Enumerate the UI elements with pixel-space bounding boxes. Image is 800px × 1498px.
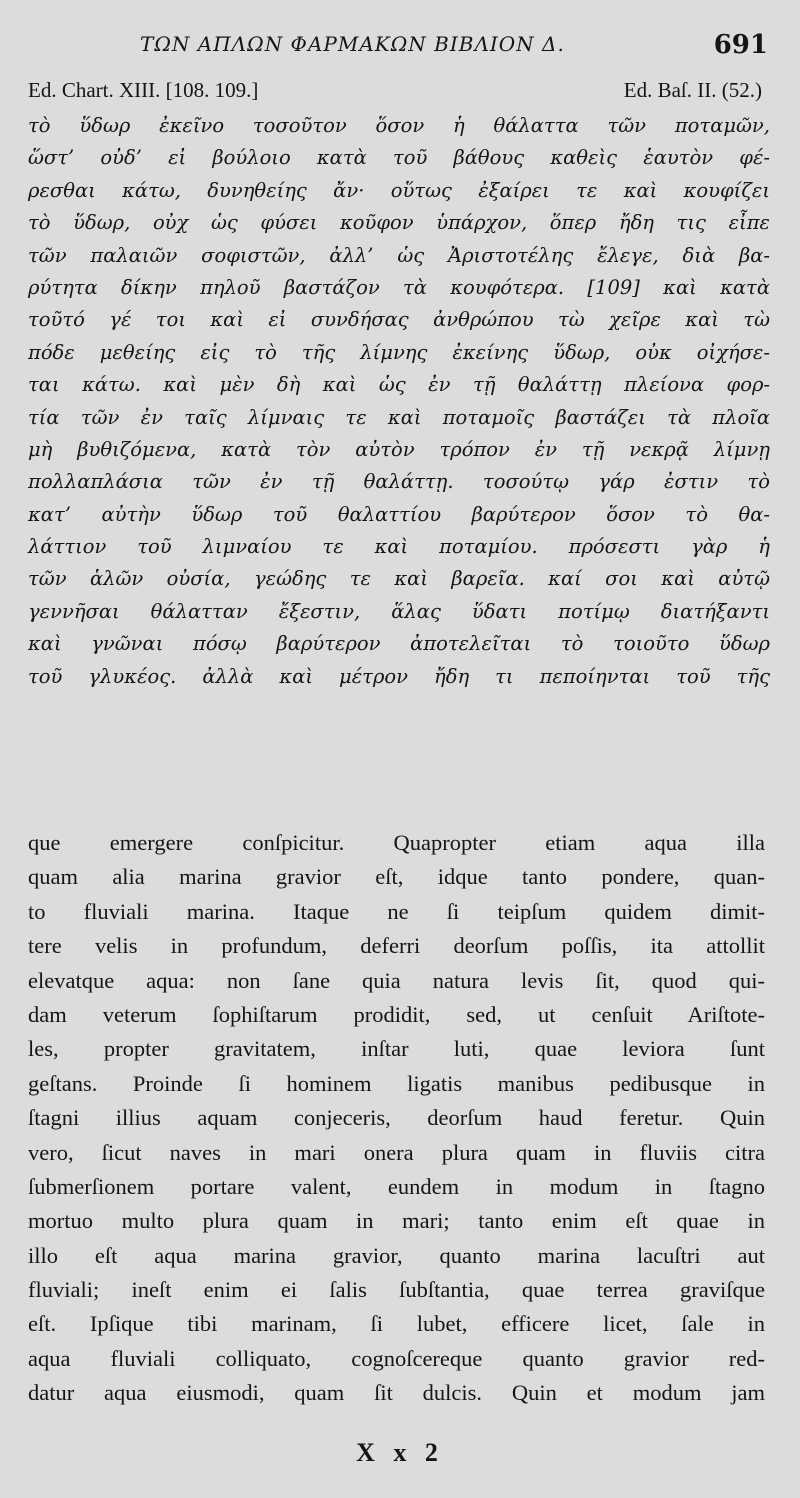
printer-signature: X x 2: [356, 1438, 444, 1467]
edition-references: [28, 78, 762, 108]
greek-text-line: ται κάτω. καὶ μὲν δὴ καὶ ὡς ἐν τῇ θαλάττῃ πλείονα φορ-: [28, 373, 770, 397]
greek-text-line: καὶ γνῶναι πόσῳ βαρύτερον ἀποτελεῖται τὸ τοιοῦτο ὕδωρ: [28, 632, 770, 656]
latin-text-line: vero, ſicut naves in mari onera plura quam in fluviis citra: [28, 1139, 765, 1165]
greek-text-line: τία τῶν ἐν ταῖς λίμναις τε καὶ ποταμοῖς βαστάζει τὰ πλοῖα: [28, 405, 770, 429]
running-head: [140, 30, 780, 64]
latin-text-line: elevatque aqua: non ſane quia natura levis ſit, quod qui-: [28, 967, 765, 993]
latin-text-line: que emergere conſpicitur. Quapropter etiam aqua illa: [28, 830, 765, 855]
greek-text-line: τῶν ἁλῶν οὐσία, γεώδης τε καὶ βαρεῖα. καί σοι καὶ αὐτῷ: [28, 567, 770, 591]
edition-basel: Ed. Baſ. II. (52.): [623, 78, 762, 102]
greek-text-line: τοῦτό γέ τοι καὶ εἰ συνδήσας ἀνθρώπου τὼ χεῖρε καὶ τὼ: [28, 308, 770, 332]
latin-text-line: aqua fluviali colliquato, cognoſcereque quanto gravior red-: [28, 1345, 765, 1371]
greek-text-line: γεννῆσαι θάλατταν ἔξεστιν, ἅλας ὕδατι ποτίμῳ διατήξαντι: [28, 599, 770, 623]
latin-text-line: datur aqua eiusmodi, quam ſit dulcis. Quin et modum jam: [28, 1380, 765, 1406]
latin-text-block: [28, 826, 765, 1411]
latin-text-line: tere velis in profundum, deferri deorſum poſſis, ita attollit: [28, 933, 765, 959]
greek-text-line: ρεσθαι κάτω, δυνηθείης ἄν· οὕτως ἐξαίρει τε καὶ κουφίζει: [28, 178, 770, 202]
greek-text-line: πολλαπλάσια τῶν ἐν τῇ θαλάττῃ. τοσούτῳ γάρ ἐστιν τὸ: [28, 470, 770, 494]
latin-text-line: ſtagni illius aquam conjeceris, deorſum haud feretur. Quin: [28, 1105, 765, 1131]
latin-text-line: eſt. Ipſique tibi marinam, ſi lubet, efficere licet, ſale in: [28, 1311, 765, 1337]
running-title: ΤΩΝ ΑΠΛΩΝ ΦΑΡΜΑΚΩΝ ΒΙΒΛΙΟΝ Δ.: [140, 32, 565, 56]
greek-text-line: τὸ ὕδωρ, οὐχ ὡς φύσει κοῦφον ὑπάρχον, ὅπερ ἤδη τις εἶπε: [28, 211, 770, 235]
page-number: 691: [713, 30, 768, 60]
latin-text-line: quam alia marina gravior eſt, idque tanto pondere, quan-: [28, 864, 765, 890]
latin-text-line: les, propter gravitatem, inſtar luti, quae leviora ſunt: [28, 1036, 765, 1062]
greek-text-line: ὥστ’ οὐδ’ εἰ βούλοιο κατὰ τοῦ βάθους καθεὶς ἑαυτὸν φέ-: [28, 146, 770, 170]
greek-text-line: ρύτητα δίκην πηλοῦ βαστάζον τὰ κουφότερα. [109] καὶ κατὰ: [28, 275, 770, 299]
latin-text-line: illo eſt aqua marina gravior, quanto marina lacuſtri aut: [28, 1242, 765, 1268]
latin-text-line: to fluviali marina. Itaque ne ſi teipſum quidem dimit-: [28, 898, 765, 924]
greek-text-line: λάττιον τοῦ λιμναίου τε καὶ ποταμίου. πρόσεστι γὰρ ἡ: [28, 535, 770, 559]
latin-text-line: geſtans. Proinde ſi hominem ligatis manibus pedibusque in: [28, 1070, 765, 1096]
greek-text-line: τὸ ὕδωρ ἐκεῖνο τοσοῦτον ὅσον ἡ θάλαττα τῶν ποταμῶν,: [28, 114, 770, 137]
greek-text-line: μὴ βυθιζόμενα, κατὰ τὸν αὐτὸν τρόπον ἐν τῇ νεκρᾷ λίμνῃ: [28, 437, 770, 461]
latin-text-line: mortuo multo plura quam in mari; tanto enim eſt quae in: [28, 1208, 765, 1234]
greek-text-block: [28, 110, 770, 693]
greek-text-line: πόδε μεθείης εἰς τὸ τῆς λίμνης ἐκείνης ὕδωρ, οὐκ οἰχήσε-: [28, 340, 770, 364]
greek-text-line: τῶν παλαιῶν σοφιστῶν, ἀλλ’ ὡς Ἀριστοτέλης ἔλεγε, διὰ βα-: [28, 243, 770, 267]
edition-chartier: Ed. Chart. XIII. [108. 109.]: [28, 78, 259, 102]
greek-text-line: τοῦ γλυκέος. ἀλλὰ καὶ μέτρον ἤδη τι πεποίηνται τοῦ τῆς: [28, 664, 770, 688]
latin-text-line: ſubmerſionem portare valent, eundem in modum in ſtagno: [28, 1173, 765, 1199]
latin-text-line: dam veterum ſophiſtarum prodidit, sed, ut cenſuit Ariſtote-: [28, 1001, 765, 1027]
latin-text-line: fluviali; ineſt enim ei ſalis ſubſtantia, quae terrea graviſque: [28, 1277, 765, 1303]
greek-text-line: κατ’ αὐτὴν ὕδωρ τοῦ θαλαττίου βαρύτερον ὅσον τὸ θα-: [28, 502, 770, 526]
